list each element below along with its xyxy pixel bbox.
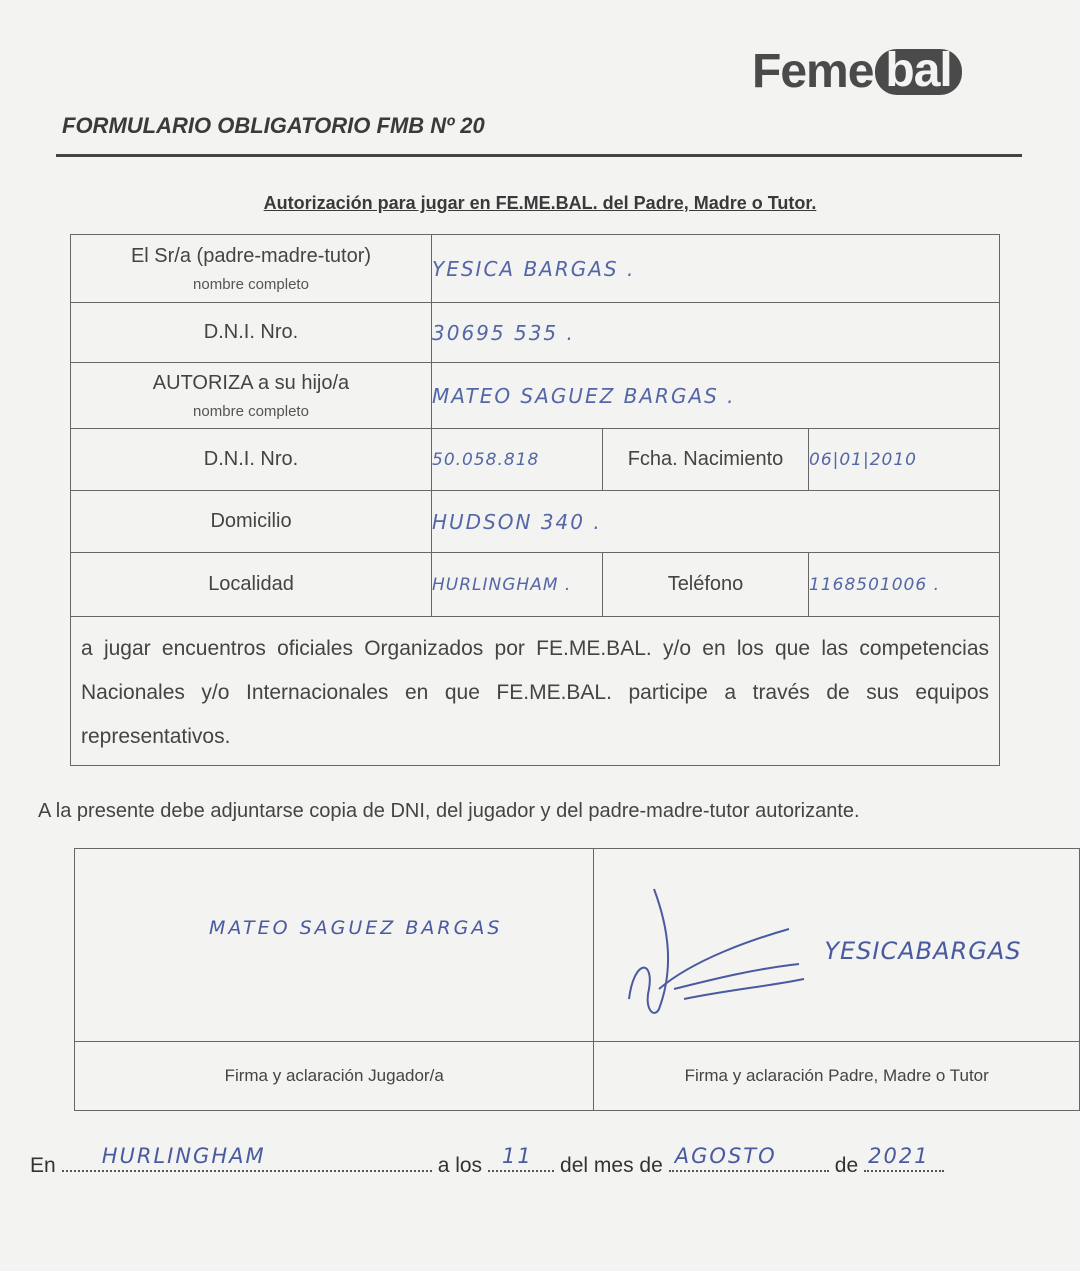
month-field[interactable] (669, 1144, 829, 1172)
day-value: 11 (502, 1144, 533, 1168)
child-sublabel: nombre completo (193, 402, 309, 420)
guardian-label-cell (71, 235, 432, 303)
logo-text: Feme (752, 45, 874, 98)
guardian-name-field[interactable]: YESICA BARGAS . (432, 235, 1000, 303)
signature-scribble-icon (614, 869, 814, 1029)
year-value: 2021 (868, 1144, 930, 1168)
en-label: En (30, 1154, 56, 1177)
player-signature-box[interactable] (75, 849, 594, 1042)
phone-label: Teléfono (603, 553, 809, 617)
city-field[interactable]: HURLINGHAM . (432, 553, 603, 617)
city-label: Localidad (71, 553, 432, 617)
guardian-dni-field[interactable]: 30695 535 . (432, 303, 1000, 363)
guardian-dni-label: D.N.I. Nro. (71, 303, 432, 363)
place-value: HURLINGHAM (101, 1144, 266, 1168)
form-title: FORMULARIO OBLIGATORIO FMB Nº 20 (62, 113, 485, 138)
attachment-note: A la presente debe adjuntarse copia de DNI, del jugador y del padre-madre-tutor autorizante. (38, 800, 860, 822)
form-subtitle: Autorización para jugar en FE.ME.BAL. del Padre, Madre o Tutor. (263, 193, 817, 213)
month-value: AGOSTO (674, 1144, 777, 1168)
day-field[interactable] (488, 1144, 554, 1172)
a-los-label: a los (437, 1154, 483, 1177)
birth-date-field[interactable]: 06|01|2010 (809, 429, 1000, 491)
birth-date-label: Fcha. Nacimiento (603, 429, 809, 491)
address-label: Domicilio (71, 491, 432, 553)
authorization-text: a jugar encuentros oficiales Organizados por FE.ME.BAL. y/o en los que las competencias Nacionales y/o Internacionales en que FE.ME.BAL. participe a través de sus equipos representativos. (71, 617, 1000, 766)
authorization-table (70, 234, 1000, 766)
guardian-sublabel: nombre completo (193, 275, 309, 293)
place-field[interactable] (62, 1144, 432, 1172)
de-label: de (834, 1154, 859, 1177)
guardian-label: El Sr/a (padre-madre-tutor) (130, 244, 372, 267)
child-label-cell (71, 363, 432, 429)
phone-field[interactable]: 1168501006 . (809, 553, 1000, 617)
child-label: AUTORIZA a su hijo/a (152, 371, 350, 394)
del-mes-label: del mes de (560, 1154, 663, 1177)
player-signature-label: Firma y aclaración Jugador/a (75, 1042, 594, 1111)
guardian-signature-name: YESICABARGAS (824, 937, 1022, 965)
guardian-signature-label: Firma y aclaración Padre, Madre o Tutor (594, 1042, 1080, 1111)
player-signature-name: MATEO SAGUEZ BARGAS (209, 917, 503, 939)
child-dni-field[interactable]: 50.058.818 (432, 429, 603, 491)
child-name-field[interactable]: MATEO SAGUEZ BARGAS . (432, 363, 1000, 429)
logo-bal-badge: bal (875, 49, 961, 95)
year-field[interactable] (864, 1144, 944, 1172)
title-divider (56, 154, 1022, 157)
signature-table (74, 848, 1080, 1111)
child-dni-label: D.N.I. Nro. (71, 429, 432, 491)
address-field[interactable]: HUDSON 340 . (432, 491, 1000, 553)
guardian-signature-box[interactable] (594, 849, 1080, 1042)
femebal-logo (752, 44, 962, 99)
date-place-line (30, 1144, 950, 1178)
